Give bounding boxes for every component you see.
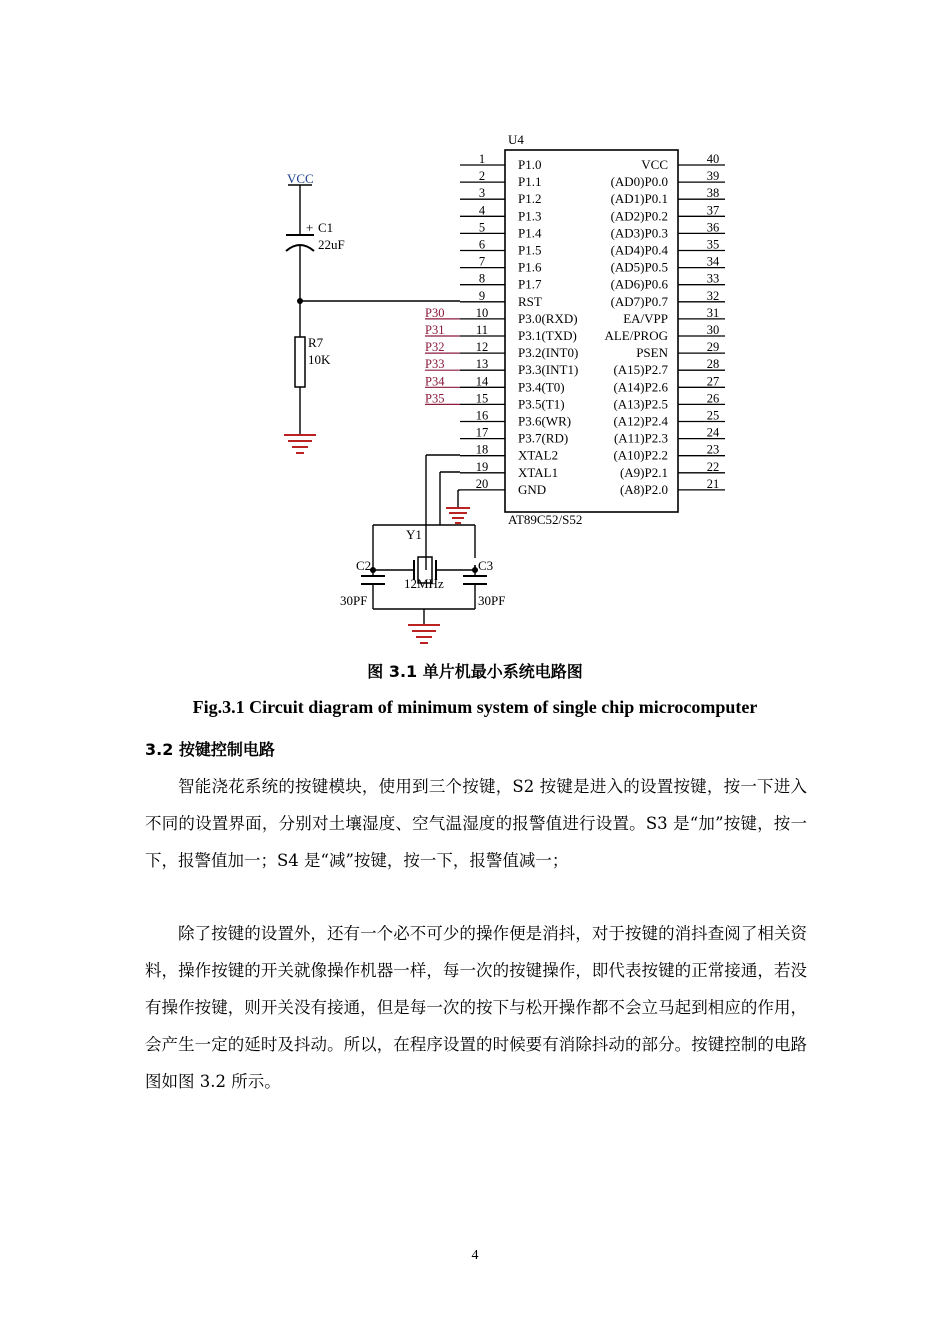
paragraph: 除了按键的设置外，还有一个必不可少的操作便是消抖，对于按键的消抖查阅了相关资料，操作按键的开关就像操作机器一样，每一次的按键操作，即代表按键的正常接通，若没有操作按键，则开关没有接通，但是每一次的按下与松开操作都不会立马起到相应的作用，会产生一定的延时及抖动。所以，在程序设置的时候要有消除抖动的部分。按键控制的电路图如图 3.2 所示。	[145, 924, 807, 1091]
pin-number: 35	[706, 237, 720, 252]
pin-number: 38	[706, 186, 720, 201]
pin-number: 13	[475, 357, 489, 372]
y1-value: 12MHz	[404, 576, 444, 591]
pin-label: PSEN	[636, 345, 668, 361]
r7-ref: R7	[308, 335, 324, 350]
pin-number: 14	[475, 374, 489, 389]
pin-number: 1	[478, 152, 486, 166]
pin-label: (AD7)P0.7	[610, 293, 668, 309]
c1-value: 22uF	[318, 237, 345, 252]
pin-number: 26	[706, 391, 720, 406]
pin-label: P1.3	[518, 208, 542, 224]
pin-number: 31	[706, 305, 720, 320]
pin-label: (A10)P2.2	[613, 447, 668, 463]
pin-label: P1.0	[518, 157, 542, 172]
c3-ref: C3	[478, 558, 494, 573]
pin-number: 6	[478, 237, 486, 252]
net-label: P34	[425, 374, 445, 389]
pin-number: 7	[478, 254, 486, 269]
chip-pins	[460, 152, 725, 497]
c1-ref: C1	[318, 220, 334, 235]
pin-number: 5	[478, 220, 486, 235]
pin-number: 8	[478, 271, 486, 286]
pin-number: 21	[706, 476, 720, 491]
pin-label: (AD6)P0.6	[610, 276, 668, 292]
pin-number: 29	[706, 340, 720, 355]
figure-caption-en: Fig.3.1 Circuit diagram of minimum system of single chip microcomputer	[192, 697, 758, 717]
pin-label: GND	[518, 481, 547, 497]
chip-ref: U4	[508, 132, 524, 147]
pin-label: VCC	[641, 157, 668, 172]
pin-number: 27	[706, 374, 720, 389]
pin-label: P3.3(INT1)	[518, 362, 579, 378]
junction-dot	[297, 298, 303, 304]
pin-number: 2	[478, 169, 486, 184]
pin-label: P3.2(INT0)	[518, 345, 579, 361]
pin-label: (AD1)P0.1	[610, 191, 668, 207]
r7-value: 10K	[308, 352, 331, 367]
pin-label: (A11)P2.3	[613, 430, 668, 446]
net-label: P31	[425, 323, 445, 337]
pin-label: (A15)P2.7	[613, 362, 668, 378]
page-number: 4	[471, 1248, 479, 1263]
pin-number: 34	[706, 254, 720, 269]
pin-number: 22	[706, 459, 720, 474]
pin-number: 25	[706, 408, 720, 423]
pin-label: P1.7	[518, 276, 542, 292]
pin-label: XTAL2	[518, 447, 559, 463]
vcc-label: VCC	[287, 171, 314, 186]
pin-label: (AD0)P0.0	[610, 174, 668, 190]
pin-label: P1.6	[518, 259, 542, 275]
chip-part: AT89C52/S52	[508, 512, 583, 527]
pin-label: (AD4)P0.4	[610, 242, 668, 258]
pin-label: P1.1	[518, 174, 542, 190]
pin-number: 9	[478, 288, 486, 303]
net-label: P32	[425, 340, 445, 355]
pin-number: 37	[706, 203, 720, 218]
net-labels	[425, 306, 460, 406]
pin-number: 40	[706, 152, 720, 166]
net-label: P33	[425, 357, 445, 372]
pin-number: 18	[475, 442, 489, 457]
pin-label: ALE/PROG	[604, 328, 668, 343]
pin-label: (A12)P2.4	[613, 413, 668, 429]
pin-label: P1.4	[518, 225, 542, 241]
y1-ref: Y1	[406, 527, 422, 542]
pin-label: (AD5)P0.5	[610, 259, 668, 275]
pin-number: 17	[475, 425, 489, 440]
pin-number: 28	[706, 357, 720, 372]
pin-label: (A13)P2.5	[613, 396, 668, 412]
pin-number: 3	[478, 186, 486, 201]
section-heading: 3.2 按键控制电路	[145, 740, 275, 759]
pin-label: P3.4(T0)	[518, 379, 565, 395]
pin-number: 16	[475, 408, 489, 423]
pin-number: 23	[706, 442, 720, 457]
pin-label: (A14)P2.6	[613, 379, 668, 395]
pin-number: 12	[475, 340, 489, 355]
pin-label: (A8)P2.0	[619, 481, 668, 497]
paragraph: 智能浇花系统的按键模块，使用到三个按键，S2 按键是进入的设置按键，按一下进入不同的设置界面，分别对土壤湿度、空气温湿度的报警值进行设置。S3 是“加”按键，按一下，报警值加一；S4 是“减”按键，按一下，报警值减一；	[145, 777, 807, 870]
pin-label: P3.5(T1)	[518, 396, 565, 412]
pin-number: 20	[475, 476, 489, 491]
c2-ref: C2	[356, 558, 372, 573]
pin-number: 10	[475, 305, 489, 320]
net-label: P30	[425, 305, 445, 320]
circuit-diagram	[270, 125, 740, 655]
pin-label: EA/VPP	[623, 310, 668, 326]
c1-plus: +	[306, 220, 314, 235]
pin-label: P3.0(RXD)	[518, 310, 578, 326]
pin-number: 32	[706, 288, 720, 303]
pin-number: 36	[706, 220, 720, 235]
pin-number: 4	[478, 203, 486, 218]
pin-number: 19	[475, 459, 489, 474]
net-label: P35	[425, 391, 445, 406]
pin-number: 30	[706, 323, 720, 337]
pin-label: (A9)P2.1	[619, 464, 668, 480]
pin-label: (AD3)P0.3	[610, 225, 668, 241]
pin-label: RST	[518, 293, 542, 309]
pin-number: 11	[475, 323, 489, 337]
pin-label: (AD2)P0.2	[610, 208, 668, 224]
figure-caption-cn: 图 3.1 单片机最小系统电路图	[367, 662, 583, 681]
pin-number: 15	[475, 391, 489, 406]
c2-value: 30PF	[340, 593, 368, 608]
pin-label: P1.5	[518, 242, 542, 258]
pin-number: 33	[706, 271, 720, 286]
pin-number: 39	[706, 169, 720, 184]
r7-resistor	[295, 337, 305, 387]
pin-number: 24	[706, 425, 720, 440]
pin-label: P3.1(TXD)	[518, 328, 577, 343]
c3-value: 30PF	[478, 593, 506, 608]
pin-label: XTAL1	[518, 464, 559, 480]
pin-label: P3.7(RD)	[518, 430, 569, 446]
pin-label: P3.6(WR)	[518, 413, 572, 429]
pin-label: P1.2	[518, 191, 542, 207]
